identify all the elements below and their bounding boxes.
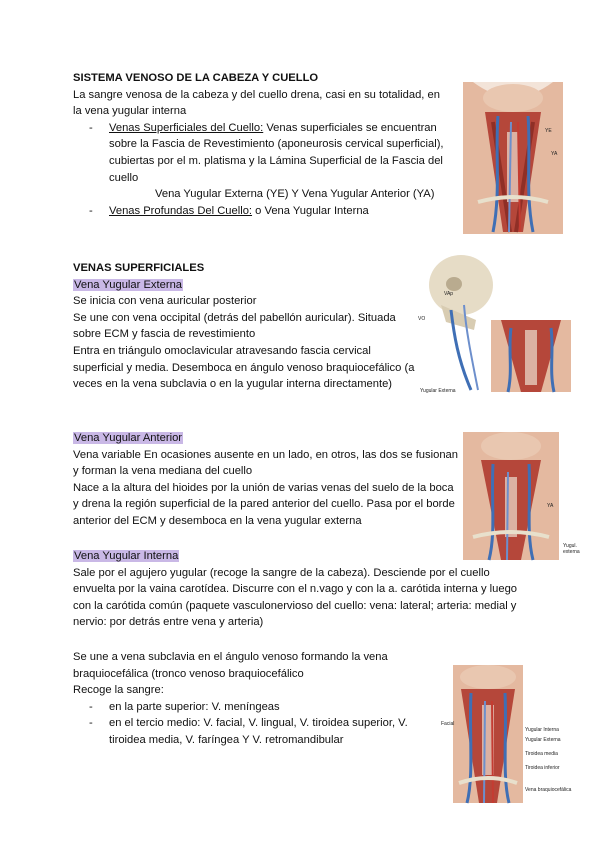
interna-continued xyxy=(73,649,423,749)
intro-list xyxy=(73,120,445,220)
interna-union: Se une a vena subclavia en el ángulo venoso formando la vena braquiocefálica (tronco venoso braquiocefálico xyxy=(73,651,388,680)
item-text: o Vena Yugular Interna xyxy=(252,204,369,217)
interna-heading: Vena Yugular Interna xyxy=(74,550,179,562)
intro-text: La sangre venosa de la cabeza y del cuello drena, casi en su totalidad, en la vena yugular interna xyxy=(73,88,440,118)
externa-section xyxy=(73,260,418,393)
anterior-neck-illustration xyxy=(463,432,583,560)
fig1-label-ye: YE xyxy=(545,128,552,134)
center-line-text: Vena Yugular Externa (YE) Y Vena Yugular Anterior (YA) xyxy=(155,188,435,201)
interna-section xyxy=(73,548,523,631)
labeled-neck-illustration xyxy=(441,665,572,803)
fig3-label-yugul: Yugul. xyxy=(563,543,577,549)
interna-line: Sale por el agujero yugular (recoge la sangre de la cabeza). Desciende por el cuello envuelta por la vaina carotídea. Discurre con el n.vago y con la a. carótida interna y luego con la carótida común (paquete vasculonervioso del cuello: vena: lateral; arteria: medial y nervio: por detrás entre vena y arteria) xyxy=(73,566,518,629)
fig4-label-facial: Facial xyxy=(441,721,455,727)
anterior-heading: Vena Yugular Anterior xyxy=(74,432,183,444)
fig4-label-braquiocefalica: Vena braquiocefálica xyxy=(525,787,572,793)
interna-list xyxy=(73,699,423,749)
interna-recoge: Recoge la sangre: xyxy=(73,684,164,697)
fig4-label-tiroidea-inferior: Tiroidea inferior xyxy=(525,765,560,771)
neck-veins-image-3 xyxy=(463,432,583,560)
item-text: Venas superficiales se encuentran sobre la Fascia de Revestimiento (aponeurosis cervical superficial), cubiertas por el m. platisma y la Lámina Superficial de la Fascia del cuello xyxy=(109,121,444,184)
superficiales-title: VENAS SUPERFICIALES xyxy=(73,262,205,274)
anterior-section xyxy=(73,430,458,530)
externa-heading: Vena Yugular Externa xyxy=(74,278,183,291)
anterior-line: Nace a la altura del hioides por la unión de varias venas del suelo de la boca y drena la región superficial de la pared anterior del cuello. Pasa por el borde anterior del ECM y desemboca en la vena yugular externa xyxy=(73,481,455,527)
externa-line: Entra en triángulo omoclavicular atravesando fascia cervical superficial y media. Desemboca en ángulo venoso braquiocefálico (a veces en la vena subclavia o en la yugular interna directamente) xyxy=(73,344,415,391)
list-item: - en la parte superior: V. meníngeas xyxy=(73,699,423,716)
fig1-label-ya: YA xyxy=(551,151,558,157)
neck-veins-image-1 xyxy=(463,82,563,234)
list-item: - en el tercio medio: V. facial, V. lingual, V. tiroidea superior, V. tiroidea media, V. faríngea Y V. retromandibular xyxy=(73,715,423,748)
list-item xyxy=(73,203,445,220)
intro-title: SISTEMA VENOSO DE LA CABEZA Y CUELLO xyxy=(73,72,319,84)
item-label: Venas Superficiales del Cuello: xyxy=(109,121,264,134)
fig2-label-vap: VAp xyxy=(444,291,454,297)
neck-veins-image-2 xyxy=(416,250,581,396)
list-item xyxy=(73,120,445,186)
fig4-label-yugular-externa: Yugular Externa xyxy=(525,737,561,743)
item-label: Venas Profundas Del Cuello: xyxy=(109,204,253,217)
externa-line: Se inicia con vena auricular posterior xyxy=(73,295,257,308)
neck-veins-image-4 xyxy=(441,665,572,803)
intro-section xyxy=(73,70,445,219)
fig4-label-yugular-interna: Yugular Interna xyxy=(525,727,559,733)
anterior-line: Vena variable En ocasiones ausente en un lado, en otros, las dos se fusionan y forman la vena mediana del cuello xyxy=(73,448,458,478)
neck-illustration xyxy=(463,82,563,234)
fig3-label-ya: YA xyxy=(547,503,554,509)
fig2-label-yugular-externa: Yugular Externa xyxy=(420,388,456,394)
center-line xyxy=(73,186,445,203)
externa-line: Se une con vena occipital (detrás del pabellón auricular). Situada sobre ECM y fascia de revestimiento xyxy=(73,311,396,341)
fig2-label-vo: VO xyxy=(418,316,426,322)
fig4-label-tiroidea-media: Tiroidea media xyxy=(525,751,558,757)
skull-neck-illustration xyxy=(416,250,581,396)
fig3-label-externa: externa xyxy=(563,549,580,555)
